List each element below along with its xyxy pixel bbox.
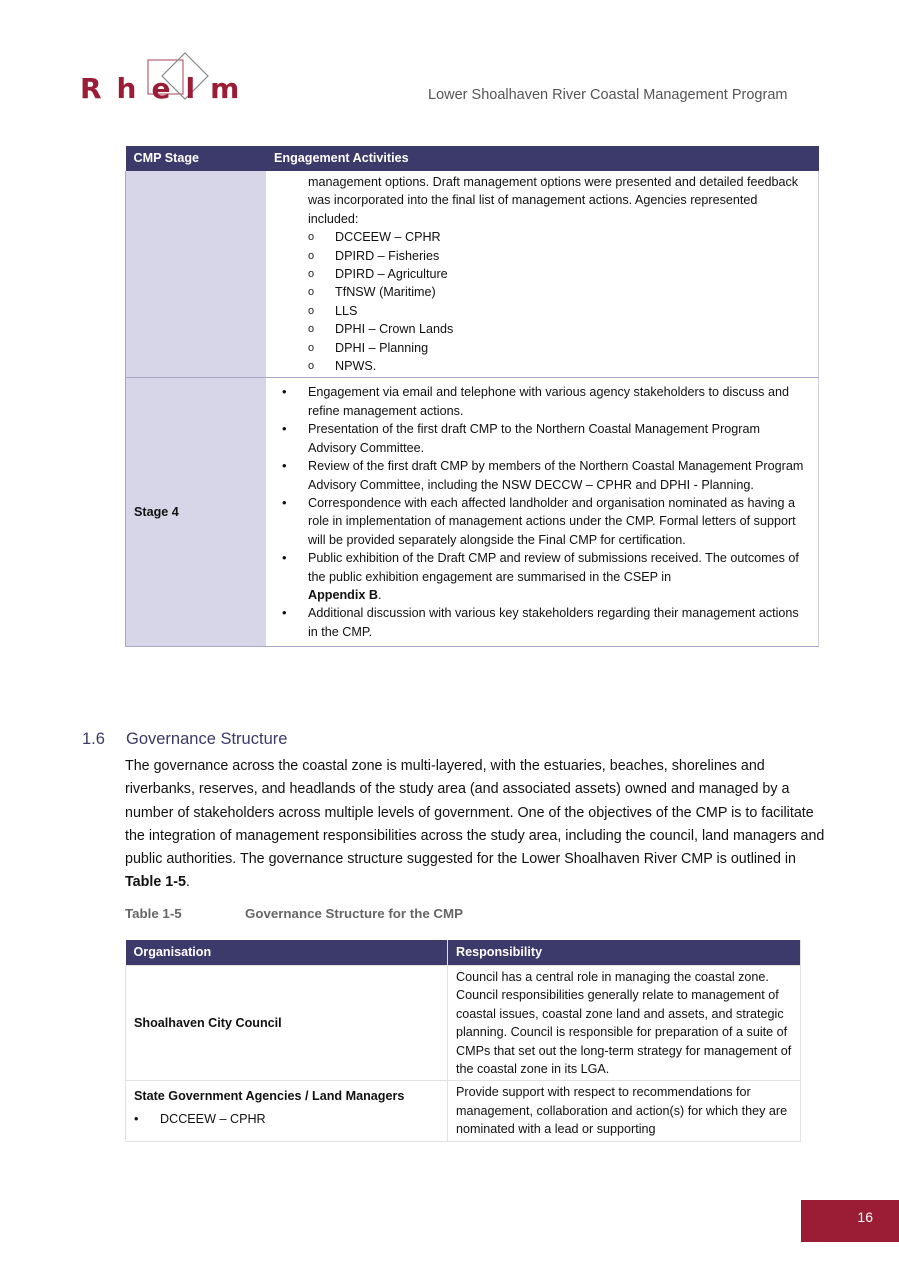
activity-item: • Engagement via email and telephone with various agency stakeholders to discuss and refine management actions. bbox=[282, 383, 810, 420]
activity-item: • Review of the first draft CMP by members of the Northern Coastal Management Program Advisory Committee, including the NSW DECCW – CPHR and DPHI - Planning. bbox=[282, 457, 810, 494]
table-row bbox=[126, 171, 819, 378]
agency-item: o DPHI – Crown Lands bbox=[308, 320, 810, 338]
activity-list bbox=[282, 383, 810, 641]
agency-item: o DCCEEW – CPHR bbox=[308, 228, 810, 246]
stage-cell bbox=[126, 171, 267, 378]
section-title: Governance Structure bbox=[126, 730, 288, 748]
agency-item: o NPWS. bbox=[308, 357, 810, 375]
table-header-row bbox=[126, 146, 819, 171]
agency-item: o DPHI – Planning bbox=[308, 339, 810, 357]
activity-item: • Presentation of the first draft CMP to the Northern Coastal Management Program Advisory Committee. bbox=[282, 420, 810, 457]
agency-item: o LLS bbox=[308, 302, 810, 320]
table-row bbox=[126, 378, 819, 647]
governance-table bbox=[125, 940, 801, 1142]
table-header-row bbox=[126, 940, 801, 966]
caption-number: Table 1-5 bbox=[125, 906, 182, 921]
column-header-responsibility: Responsibility bbox=[448, 940, 801, 966]
activities-cell bbox=[266, 378, 819, 647]
responsibility-cell: Provide support with respect to recommendations for management, collaboration and action(s) for which they are nominated with a lead or supporting bbox=[448, 1081, 801, 1141]
paragraph-text: The governance across the coastal zone is multi-layered, with the estuaries, beaches, shorelines and riverbanks, reserves, and headlands of the study area (and associated assets) owned and managed by a number of stakeholders across multiple levels of government. One of the objectives of the CMP is to facilitate the integration of management responsibilities across the study area, including the council, land managers and public authorities. The governance structure suggested for the Lower Shoalhaven River CMP is outlined in bbox=[125, 758, 825, 868]
activity-item: • Correspondence with each affected landholder and organisation nominated as having a role in implementation of management actions under the CMP. Formal letters of support will be provided separately alongside the Final CMP for certification. bbox=[282, 494, 810, 549]
organisation-cell bbox=[126, 1081, 448, 1141]
rhelm-logo bbox=[80, 50, 255, 110]
section-paragraph bbox=[125, 755, 825, 895]
engagement-table bbox=[125, 146, 819, 647]
activity-item bbox=[282, 549, 810, 604]
paragraph-tail: . bbox=[185, 874, 190, 891]
table-caption bbox=[125, 906, 463, 921]
organisation-cell: Shoalhaven City Council bbox=[126, 966, 448, 1081]
activity-item: • Additional discussion with various key stakeholders regarding their management actions in the CMP. bbox=[282, 604, 810, 641]
activity-text: Public exhibition of the Draft CMP and review of submissions received. The outcomes of the public exhibition engagement are summarised in the CSEP in bbox=[308, 551, 799, 584]
stage-cell: Stage 4 bbox=[126, 378, 267, 647]
table-row bbox=[126, 1081, 801, 1141]
activity-tail: . bbox=[377, 587, 382, 602]
document-title: Lower Shoalhaven River Coastal Management Program bbox=[428, 87, 788, 103]
appendix-b-reference: Appendix B bbox=[308, 587, 378, 602]
table-row bbox=[126, 966, 801, 1081]
organisation-name: State Government Agencies / Land Managers bbox=[134, 1089, 405, 1104]
column-header-engagement-activities: Engagement Activities bbox=[266, 146, 819, 171]
organisation-sub-item: • DCCEEW – CPHR bbox=[134, 1110, 439, 1128]
agency-list bbox=[308, 228, 810, 375]
agency-item: o DPIRD – Agriculture bbox=[308, 265, 810, 283]
column-header-organisation: Organisation bbox=[126, 940, 448, 966]
caption-title: Governance Structure for the CMP bbox=[245, 906, 463, 921]
agency-item: o DPIRD – Fisheries bbox=[308, 247, 810, 265]
activities-cell bbox=[266, 171, 819, 378]
table-reference: Table 1-5 bbox=[125, 874, 186, 891]
section-number: 1.6 bbox=[82, 730, 105, 748]
logo-text: Rhelm bbox=[80, 72, 255, 105]
responsibility-cell: Council has a central role in managing the coastal zone. Council responsibilities generally relate to management of coastal issues, coastal zone land and assets, and strategic planning. Council is responsible for preparation of a suite of CMPs that set out the long-term strategy for management of the coastal zone in its LGA. bbox=[448, 966, 801, 1081]
page-number: 16 bbox=[801, 1200, 899, 1242]
column-header-cmp-stage: CMP Stage bbox=[126, 146, 267, 171]
activities-intro: management options. Draft management options were presented and detailed feedback was incorporated into the final list of management actions. Agencies represented included: bbox=[308, 175, 799, 226]
agency-item: o TfNSW (Maritime) bbox=[308, 283, 810, 301]
section-heading bbox=[82, 730, 287, 749]
